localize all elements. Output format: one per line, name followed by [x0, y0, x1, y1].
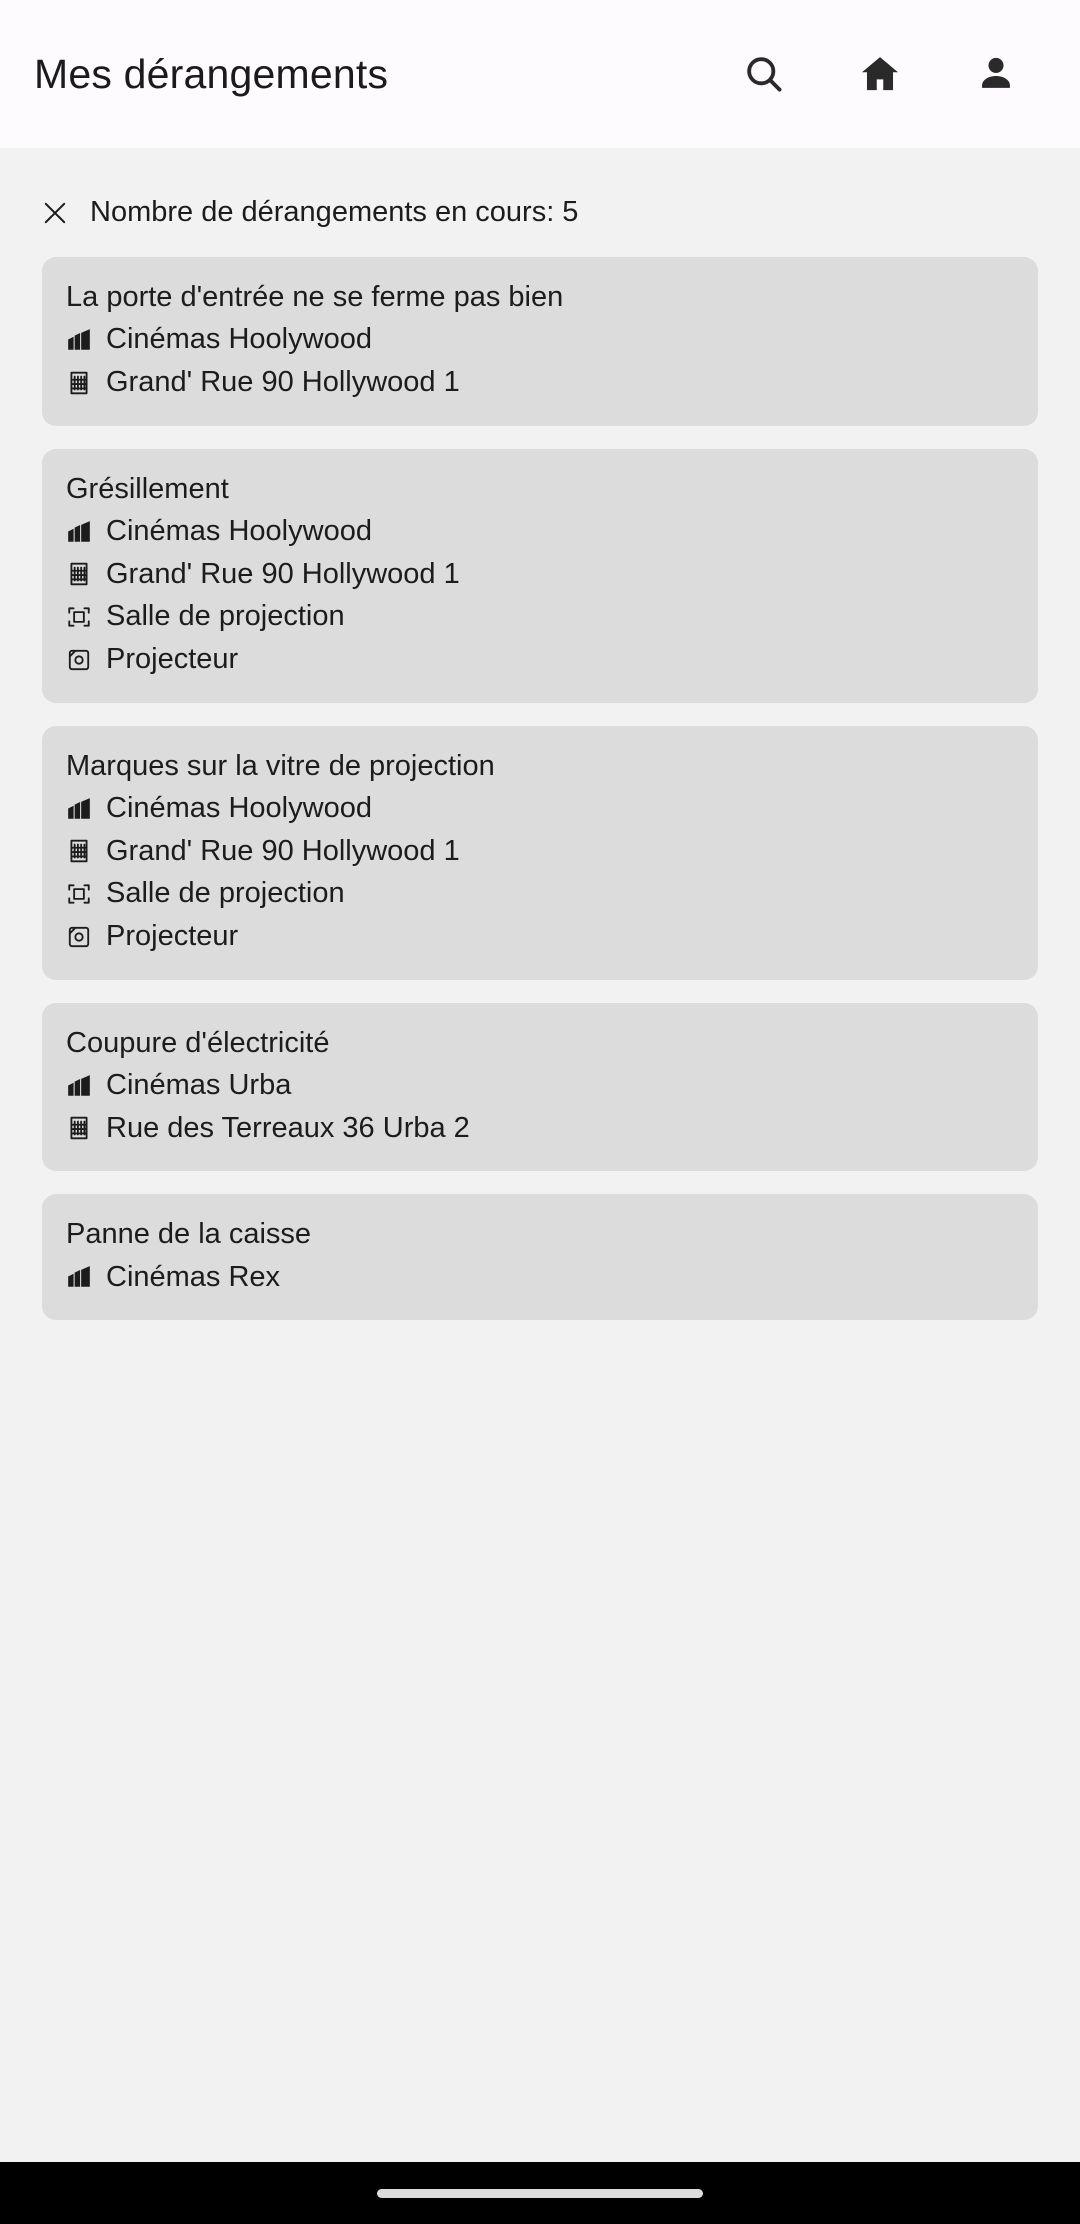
device-icon	[66, 922, 92, 952]
building-icon	[66, 517, 92, 547]
fault-detail-row	[66, 1067, 1014, 1105]
fault-title: Panne de la caisse	[66, 1218, 312, 1251]
content-area	[0, 148, 1080, 2224]
summary-row	[42, 148, 1038, 257]
home-gesture-pill[interactable]	[377, 2189, 703, 2198]
account-button[interactable]	[960, 38, 1032, 110]
fault-card[interactable]	[42, 1003, 1038, 1172]
fault-detail-text: Cinémas Rex	[106, 1260, 281, 1293]
fault-title: Coupure d'électricité	[66, 1026, 330, 1059]
fault-detail-text: Projecteur	[106, 919, 239, 952]
fault-title: La porte d'entrée ne se ferme pas bien	[66, 281, 564, 313]
building-icon	[66, 794, 92, 824]
fault-detail-row	[66, 513, 1014, 551]
fault-detail-text: Grand' Rue 90 Hollywood 1	[106, 834, 460, 867]
fault-detail-text: Cinémas Hoolywood	[106, 791, 372, 824]
fault-detail-text: Cinémas Hoolywood	[106, 514, 372, 547]
fault-detail-text: Rue des Terreaux 36 Urba 2	[106, 1111, 470, 1144]
home-button[interactable]	[844, 38, 916, 110]
app-bar-actions	[728, 38, 1046, 110]
fault-detail-text: Grand' Rue 90 Hollywood 1	[106, 365, 460, 398]
home-icon	[857, 51, 903, 97]
fault-detail-row	[66, 321, 1014, 359]
fault-detail-row	[66, 556, 1014, 594]
fault-detail-row	[66, 641, 1014, 679]
building-icon	[66, 325, 92, 355]
fault-card[interactable]	[42, 1194, 1038, 1320]
fault-card[interactable]	[42, 257, 1038, 426]
page-title: Mes dérangements	[34, 50, 389, 97]
fault-detail-row	[66, 1259, 1014, 1297]
fault-title: Marques sur la vitre de projection	[66, 749, 495, 782]
fault-detail-text: Projecteur	[106, 642, 239, 675]
device-icon	[66, 645, 92, 675]
fault-detail-row	[66, 918, 1014, 956]
fault-list	[42, 257, 1038, 1320]
account-icon	[974, 52, 1018, 96]
system-navigation-bar	[0, 2162, 1080, 2224]
app-bar	[0, 0, 1080, 148]
fault-detail-row	[66, 875, 1014, 913]
search-icon	[742, 52, 786, 96]
building-icon	[66, 1262, 92, 1292]
fault-detail-text: Cinémas Hoolywood	[106, 323, 372, 356]
fault-detail-text: Salle de projection	[106, 877, 345, 910]
fault-card[interactable]	[42, 449, 1038, 703]
tools-icon	[42, 198, 68, 228]
building-icon	[66, 1071, 92, 1101]
search-button[interactable]	[728, 38, 800, 110]
fault-detail-row	[66, 833, 1014, 871]
summary-text: Nombre de dérangements en cours: 5	[90, 196, 579, 228]
fault-card[interactable]	[42, 726, 1038, 980]
fault-detail-text: Cinémas Urba	[106, 1068, 292, 1101]
room-icon	[66, 602, 92, 632]
fault-detail-text: Grand' Rue 90 Hollywood 1	[106, 557, 460, 590]
address-icon	[66, 559, 92, 589]
fault-detail-row	[66, 1110, 1014, 1148]
address-icon	[66, 368, 92, 398]
fault-detail-row	[66, 598, 1014, 636]
fault-detail-text: Salle de projection	[106, 600, 345, 633]
fault-detail-row	[66, 790, 1014, 828]
fault-detail-row	[66, 364, 1014, 402]
room-icon	[66, 879, 92, 909]
address-icon	[66, 836, 92, 866]
fault-title: Grésillement	[66, 472, 229, 505]
address-icon	[66, 1113, 92, 1143]
